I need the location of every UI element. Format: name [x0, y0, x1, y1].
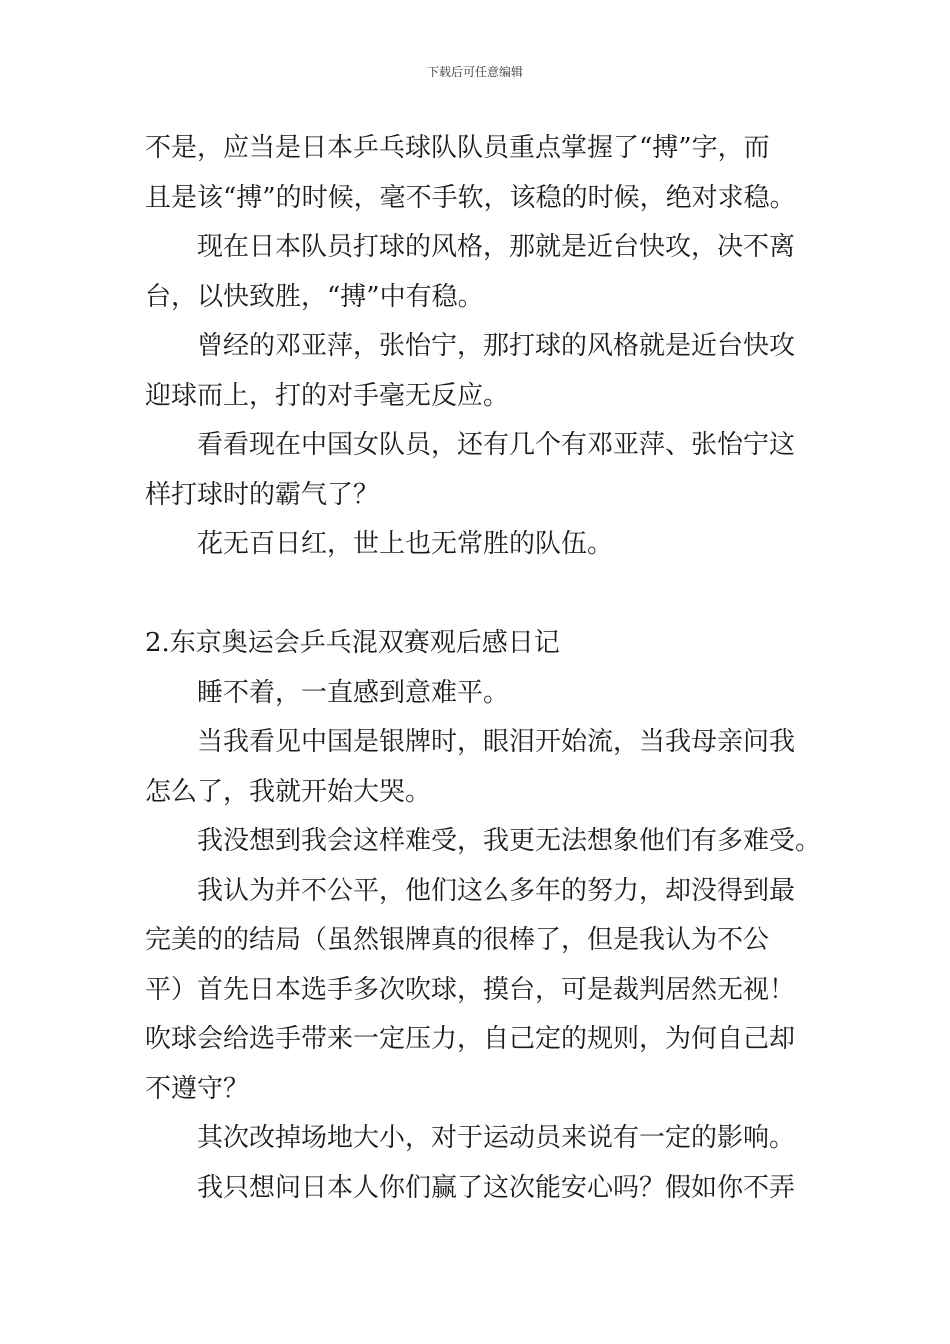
text-line: 完美的的结局（虽然银牌真的很棒了，但是我认为不公 — [145, 925, 770, 955]
text-line: 台，以快致胜，“搏”中有稳。 — [145, 281, 484, 312]
page-header: 下载后可任意编辑 — [426, 65, 523, 79]
paragraph-start: 我认为并不公平，他们这么多年的努力，却没得到最 — [197, 875, 796, 906]
text-line: 不是，应当是日本乒乓球队队员重点掌握了“搏”字，而 — [145, 133, 770, 163]
paragraph-start: 花无百日红，世上也无常胜的队伍。 — [197, 529, 614, 559]
text-line: 迎球而上，打的对手毫无反应。 — [145, 380, 510, 411]
text-line: 平）首先日本选手多次吹球，摸台，可是裁判居然无视！ — [145, 974, 796, 1005]
text-line: 吹球会给选手带来一定压力，自己定的规则，为何自己却 — [145, 1024, 796, 1054]
document-body — [145, 124, 822, 1213]
paragraph-start: 看看现在中国女队员，还有几个有邓亚萍、张怡宁这 — [197, 430, 796, 460]
text-line: 不遵守？ — [145, 1073, 250, 1104]
paragraph-start: 我只想问日本人你们赢了这次能安心吗？假如你不弄 — [197, 1172, 796, 1203]
blank-line — [145, 570, 815, 620]
paragraph-start: 现在日本队员打球的风格，那就是近台快攻，决不离 — [197, 232, 796, 262]
paragraph-start: 其次改掉场地大小，对于运动员来说有一定的影响。 — [197, 1123, 796, 1153]
paragraph-start: 当我看见中国是银牌时，眼泪开始流，当我母亲问我 — [197, 727, 796, 757]
text-line: 且是该“搏”的时候，毫不手软，该稳的时候，绝对求稳。 — [145, 182, 796, 213]
section-heading: 2.东京奥运会乒乓混双赛观后感日记 — [145, 628, 560, 658]
text-line: 怎么了，我就开始大哭。 — [145, 776, 432, 807]
paragraph-start: 曾经的邓亚萍，张怡宁，那打球的风格就是近台快攻 — [197, 331, 796, 361]
text-line: 样打球时的霸气了？ — [145, 479, 380, 510]
paragraph-start: 睡不着，一直感到意难平。 — [197, 677, 510, 708]
paragraph-start: 我没想到我会这样难受，我更无法想象他们有多难受。 — [197, 826, 822, 856]
